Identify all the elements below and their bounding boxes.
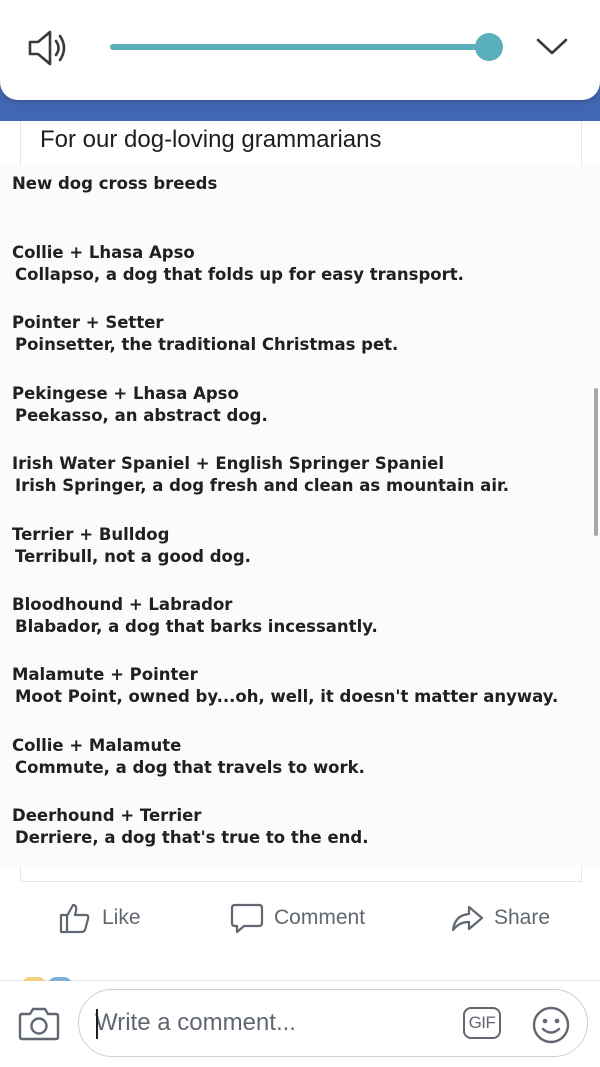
post-image[interactable] [0,166,600,866]
smiley-icon[interactable] [531,1005,571,1045]
post-caption: For our dog-loving grammarians [40,126,382,153]
breed-result: Irish Springer, a dog fresh and clean as mountain air. [15,476,510,496]
share-button[interactable] [450,890,550,946]
comment-button[interactable] [230,890,365,946]
breed-result: Collapso, a dog that folds up for easy transport. [15,265,464,284]
breed-combo: Malamute + Pointer [12,665,198,685]
list-item [12,312,600,382]
breed-combo: Bloodhound + Labrador [12,594,233,614]
breed-combo: Collie + Malamute [12,735,182,755]
list-item [12,383,600,453]
comment-label: Comment [274,906,366,929]
like-label: Like [102,906,141,929]
speaker-icon[interactable] [26,28,70,68]
volume-slider[interactable] [110,44,490,50]
list-item [12,735,600,805]
text-caret [96,1009,98,1039]
breed-result: Commute, a dog that travels to work. [15,757,365,777]
post-actions [0,890,600,946]
like-button[interactable] [58,890,141,946]
breed-combo: Collie + Lhasa Apso [12,243,195,262]
volume-panel [0,0,600,100]
share-arrow-icon [450,901,484,935]
list-item [12,453,600,523]
breed-list [12,242,600,876]
breed-result: Peekasso, an abstract dog. [15,405,268,425]
camera-icon[interactable] [18,1004,60,1042]
list-item [12,594,600,664]
breed-combo: Deerhound + Terrier [12,806,202,826]
breed-result: Poinsetter, the traditional Christmas pet. [15,335,399,355]
breed-combo: Terrier + Bulldog [12,524,170,544]
speech-bubble-icon [230,901,264,935]
chevron-down-icon[interactable] [534,32,570,60]
breed-combo: Irish Water Spaniel + English Springer Spaniel [12,454,444,474]
list-item [12,805,600,875]
gif-button[interactable]: GIF [463,1007,501,1039]
breed-combo: Pointer + Setter [12,313,164,333]
list-item [12,242,600,312]
image-title: New dog cross breeds [12,174,218,193]
breed-combo: Pekingese + Lhasa Apso [12,383,239,403]
breed-result: Derriere, a dog that's true to the end. [15,828,369,848]
breed-result: Terribull, not a good dog. [15,546,251,566]
breed-result: Blabador, a dog that barks incessantly. [15,616,378,636]
share-label: Share [494,906,551,929]
volume-slider-thumb[interactable] [475,33,503,61]
breed-result: Moot Point, owned by...oh, well, it doesn't matter anyway. [15,687,559,707]
list-item [12,664,600,734]
comment-input[interactable] [95,990,455,1056]
scrollbar[interactable] [594,388,598,536]
thumbs-up-icon [58,901,92,935]
list-item [12,524,600,594]
comment-box[interactable] [78,989,588,1057]
volume-slider-fill [110,44,489,50]
